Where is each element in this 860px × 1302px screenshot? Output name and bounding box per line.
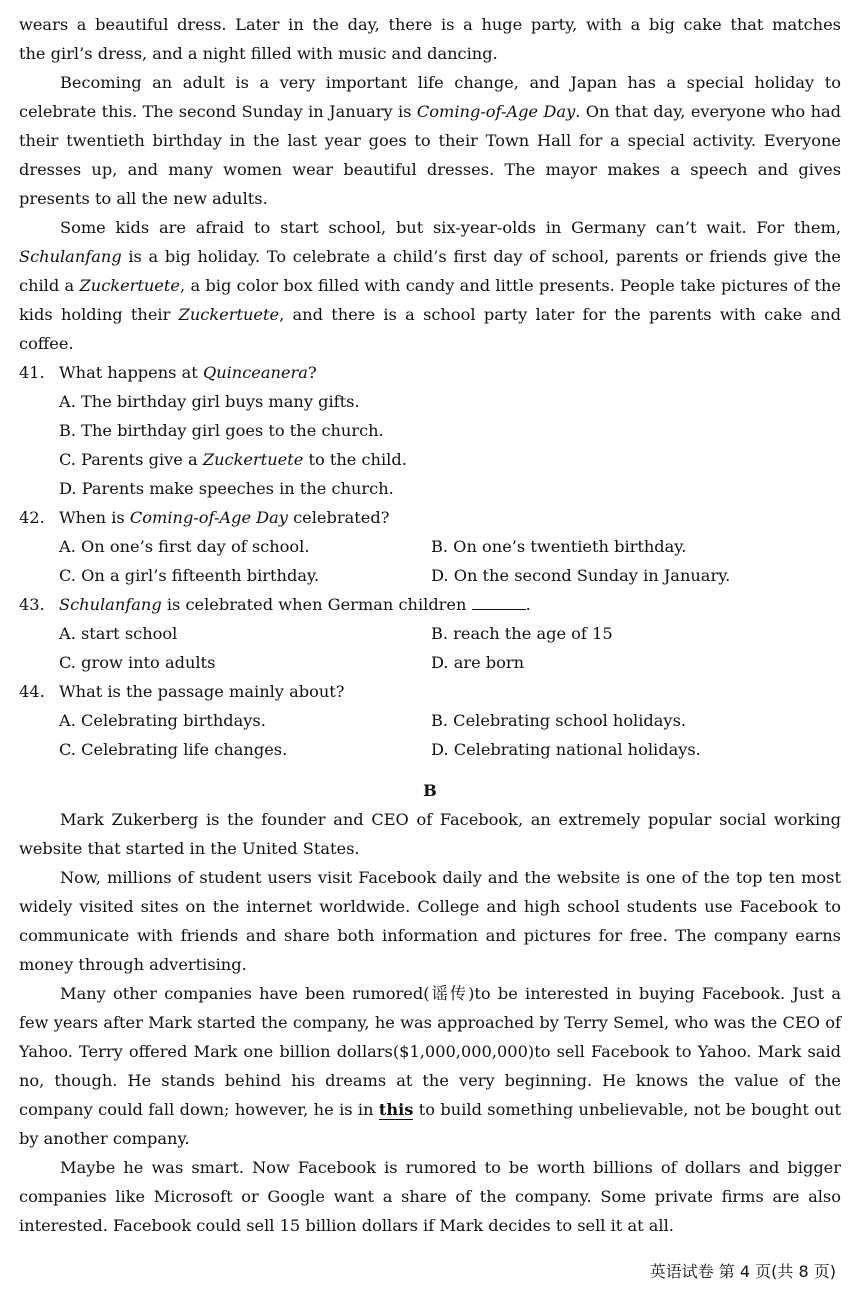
answer-blank [472, 591, 526, 610]
option-b: B. reach the age of 15 [431, 624, 613, 643]
passage-a-paragraph-3 [19, 213, 841, 358]
option-b: B. The birthday girl goes to the church. [59, 421, 384, 440]
option-c [59, 445, 841, 474]
passage-a-line-1: wears a beautiful dress. Later in the day, there is a huge party, with a big cake that matches [19, 15, 841, 34]
option-c: C. On a girl’s fifteenth birthday. [59, 566, 320, 585]
term-zuckertuete: Zuckertuete [79, 276, 180, 295]
stem-text: celebrated? [287, 508, 390, 527]
option-d: D. Celebrating national holidays. [431, 740, 701, 759]
paragraph-text: Becoming an adult is a very important life change, and Japan has a special holiday to celebrate this. The second Sunday in January is [19, 73, 841, 121]
passage-b-paragraph-2: Now, millions of student users visit Facebook daily and the website is one of the top ten most widely visited sites on the internet worldwide. College and high school students use Facebook to communicate with friends and share both information and pictures for free. The company earns money through advertising. [19, 868, 841, 974]
passage-a-paragraph-2 [19, 68, 841, 213]
question-stem [59, 503, 389, 532]
option-a: A. On one’s first day of school. [59, 537, 310, 556]
option-d: D. are born [431, 653, 525, 672]
paragraph-text: Many other companies have been rumored(谣传)to be interested in buying Facebook. Just a few years after Mark started the company, he was approached by Terry Semel, who was the CEO of Yahoo. Terry offered Mark one billion dollars($1,000,000,000)to sell Facebook to Yahoo. Mark said no, though. He stands behind his dreams at the very beginning. He knows the value of the company could fall down; however, he is in [19, 984, 841, 1119]
stem-text: When is [59, 508, 130, 527]
paragraph-text: , a big color box filled with candy and little presents. People take pictures of the kids holding their [19, 276, 841, 324]
section-title: B [423, 781, 437, 800]
question-44 [19, 677, 841, 706]
paragraph-text: to build something unbelievable, not be bought out by another company. [19, 1100, 841, 1148]
question-stem: What is the passage mainly about? [59, 682, 345, 701]
term-quinceanera: Quinceanera [202, 363, 308, 382]
passage-b-paragraph-3 [19, 979, 841, 1153]
option-c: C. grow into adults [59, 653, 216, 672]
question-number: 43. [19, 595, 45, 614]
option-d: D. Parents make speeches in the church. [59, 479, 394, 498]
option-b: B. On one’s twentieth birthday. [431, 537, 687, 556]
underlined-word: this [378, 1100, 414, 1119]
term-coming-of-age-day: Coming-of-Age Day [129, 508, 288, 527]
question-42-options [19, 532, 841, 590]
stem-text: ? [307, 363, 317, 382]
option-a: A. The birthday girl buys many gifts. [59, 392, 360, 411]
option-d: D. On the second Sunday in January. [431, 566, 731, 585]
passage-b-paragraph-4: Maybe he was smart. Now Facebook is rumored to be worth billions of dollars and bigger companies like Microsoft or Google want a share of the company. Some private firms are also interested. Facebook could sell 15 billion dollars if Mark decides to sell it at all. [19, 1158, 841, 1235]
question-number: 44. [19, 682, 45, 701]
paragraph-text: . On that day, everyone who had their twentieth birthday in the last year goes to their Town Hall for a special activity. Everyone dresses up, and many women wear beautiful dresses. The mayor makes a speech and gives presents to all the new adults. [19, 102, 842, 208]
option-text: C. Parents give a [59, 450, 203, 469]
option-a: A. Celebrating birthdays. [59, 711, 266, 730]
question-number: 41. [19, 363, 45, 382]
paragraph-text: Some kids are afraid to start school, but six-year-olds in Germany can’t wait. For them, [60, 218, 841, 237]
question-43-options [19, 619, 841, 677]
term-schulanfang: Schulanfang [19, 247, 122, 266]
passage-b-paragraph-1: Mark Zukerberg is the founder and CEO of Facebook, an extremely popular social working website that started in the United States. [19, 810, 841, 858]
question-number: 42. [19, 508, 45, 527]
term-schulanfang: Schulanfang [59, 595, 162, 614]
option-c: C. Celebrating life changes. [59, 740, 288, 759]
passage-a-line-2: the girl’s dress, and a night filled with music and dancing. [19, 44, 498, 63]
question-41-options [19, 387, 841, 503]
question-stem [59, 590, 531, 619]
option-a: A. start school [59, 624, 178, 643]
paragraph-text: , and there is a school party later for the parents with cake and coffee. [19, 305, 841, 353]
paragraph-text: is a big holiday. To celebrate a child’s first day of school, parents or friends give the child a [19, 247, 841, 295]
term-coming-of-age-day: Coming-of-Age Day [416, 102, 576, 121]
term-zuckertuete: Zuckertuete [178, 305, 280, 324]
term-zuckertuete: Zuckertuete [202, 450, 304, 469]
question-stem [59, 358, 317, 387]
question-42 [19, 503, 841, 532]
option-text: to the child. [303, 450, 407, 469]
stem-text: What happens at [59, 363, 203, 382]
question-41 [19, 358, 841, 387]
stem-text: . [525, 595, 531, 614]
question-43 [19, 590, 841, 619]
stem-text: is celebrated when German children [161, 595, 472, 614]
question-44-options [19, 706, 841, 764]
page-footer: 英语试卷 第 4 页(共 8 页) [649, 1262, 836, 1281]
option-b: B. Celebrating school holidays. [431, 711, 687, 730]
